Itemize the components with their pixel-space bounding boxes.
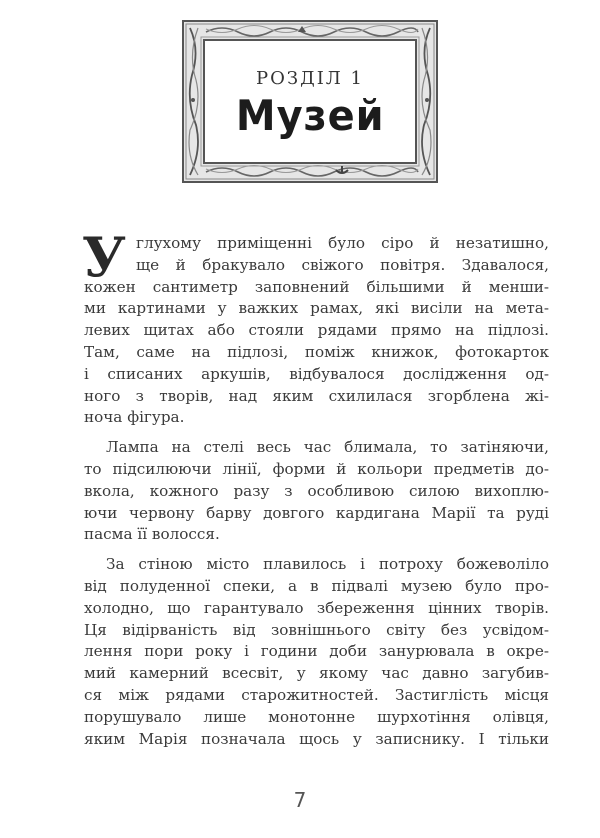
paragraph-1 (82, 225, 549, 429)
text-line: ще й бракувало свіжого повітря. Здавалося, (136, 255, 549, 274)
drop-cap: У (82, 225, 126, 289)
text-line: лення пори року і години доби занурювала в окре- (84, 642, 549, 661)
text-line: яким Марія позначала щось у записнику. І тільки (84, 729, 549, 748)
body-text (82, 225, 549, 750)
text-line: від полуденної спеки, а в підвалі музею було про- (84, 576, 549, 595)
text-line: ючи червону барву довгого кардигана Марії та руді (84, 503, 549, 522)
text-line: пасма її волосся. (84, 525, 220, 544)
paragraph-3 (84, 554, 549, 750)
text-line: левих щитах або стояли рядами прямо на підлозі. (84, 321, 549, 340)
chapter-title: Музей (235, 90, 385, 140)
text-line: Ця відірваність від зовнішнього світу без усвідом- (84, 620, 549, 639)
paragraph-2 (84, 437, 549, 546)
text-line: вкола, кожного разу з особливою силою вихоплю- (84, 481, 549, 500)
text-line: мий камерний всесвіт, у якому час давно загубив- (84, 664, 549, 683)
text-line: холодно, що гарантувало збереження цінних творів. (84, 598, 549, 617)
text-line: ся між рядами старожитностей. Застиглість місця (84, 685, 549, 704)
text-line: ноча фігура. (84, 408, 185, 427)
text-line: і списаних аркушів, відбувалося дослідження од- (84, 364, 549, 383)
text-line: кожен сантиметр заповнений більшими й менши- (84, 277, 549, 296)
text-line: Лампа на стелі весь час блимала, то затіняючи, (106, 438, 549, 457)
chapter-heading (206, 42, 414, 161)
text-line: За стіною місто плавилось і потроху божеволіло (106, 555, 549, 574)
page-number: 7 (293, 788, 307, 812)
text-line: Там, саме на підлозі, поміж книжок, фотокарток (84, 342, 549, 361)
chapter-label: РОЗДІЛ 1 (255, 67, 365, 89)
text-line: ми картинами у важких рамах, які висіли на мета- (84, 299, 549, 318)
text-line: ного з творів, над яким схилилася згорблена жі- (84, 386, 549, 405)
chapter-ornamental-frame (182, 20, 438, 183)
text-line: то підсилюючи лінії, форми й кольори предметів до- (84, 459, 549, 478)
text-line: глухому приміщенні було сіро й незатишно, (136, 234, 549, 252)
text-line: порушувало лише монотонне шурхотіння олівця, (84, 707, 549, 726)
